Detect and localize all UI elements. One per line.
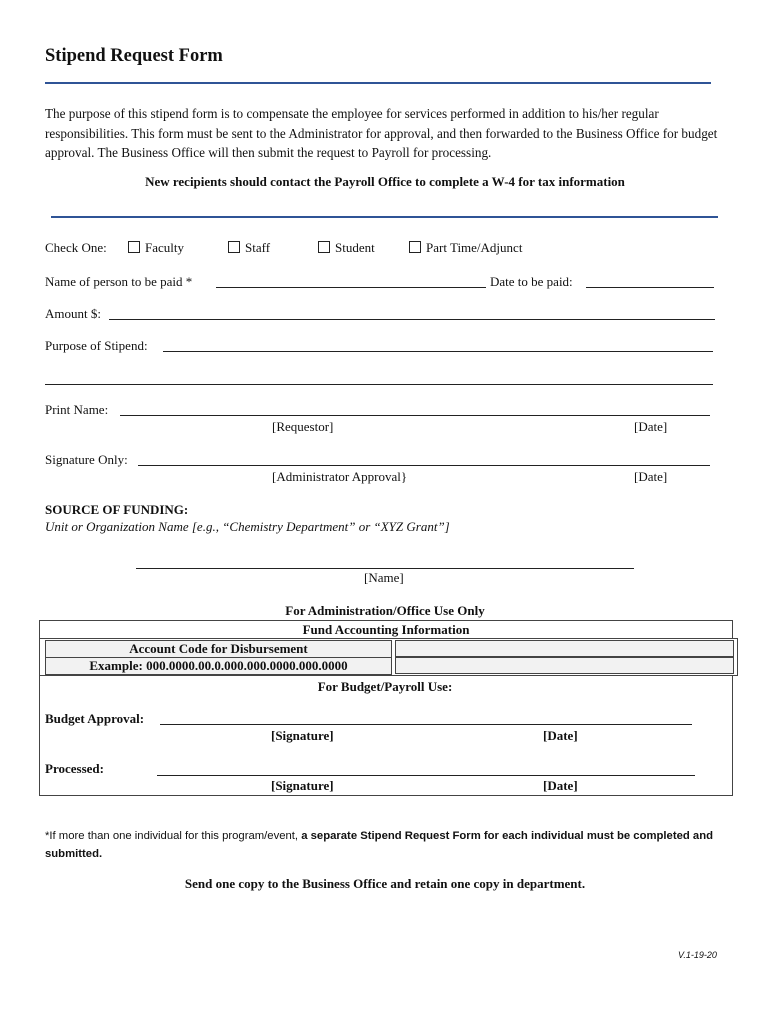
account-example: Example: 000.0000.00.0.000.000.0000.000.0000 xyxy=(89,658,348,673)
multiple-individuals-note xyxy=(45,827,715,863)
name-to-be-paid-field[interactable] xyxy=(216,287,486,288)
form-title: Stipend Request Form xyxy=(45,46,223,66)
w4-notice: New recipients should contact the Payroll Office to complete a W-4 for tax information xyxy=(145,174,625,189)
amount-label: Amount $: xyxy=(45,306,101,321)
account-code-input[interactable] xyxy=(395,640,734,657)
account-code-label-cell xyxy=(45,640,392,658)
requestor-date-caption: [Date] xyxy=(634,419,668,434)
budget-signature-caption: [Signature] xyxy=(271,728,334,743)
purpose-label: Purpose of Stipend: xyxy=(45,338,148,353)
budget-approval-field[interactable] xyxy=(160,724,692,725)
budget-payroll-heading: For Budget/Payroll Use: xyxy=(317,679,453,694)
title-divider xyxy=(45,82,711,84)
signature-only-label: Signature Only: xyxy=(45,452,128,467)
checkbox-icon xyxy=(409,241,421,253)
requestor-caption: [Requestor] xyxy=(272,419,334,434)
account-code-label: Account Code for Disbursement xyxy=(129,641,308,656)
print-name-label: Print Name: xyxy=(45,402,109,417)
funding-subheading: Unit or Organization Name [e.g., “Chemistry Department” or “XYZ Grant”] xyxy=(45,519,450,534)
budget-approval-label: Budget Approval: xyxy=(45,711,145,726)
fund-accounting-label: Fund Accounting Information xyxy=(302,622,470,637)
purpose-field[interactable] xyxy=(163,351,713,352)
office-use-heading: For Administration/Office Use Only xyxy=(285,603,485,618)
checkbox-part-time-adjunct[interactable] xyxy=(409,240,522,256)
check-one-label: Check One: xyxy=(45,240,107,255)
date-to-be-paid-field[interactable] xyxy=(586,287,714,288)
account-example-cell xyxy=(45,657,392,675)
checkbox-faculty[interactable] xyxy=(128,240,184,256)
admin-approval-caption: [Administrator Approval} xyxy=(272,469,408,484)
note-bold-text: a separate Stipend Request Form for each individual must be completed and submitted. xyxy=(45,830,713,860)
version-label: V.1-19-20 xyxy=(678,950,717,960)
name-to-be-paid-label: Name of person to be paid * xyxy=(45,274,193,289)
checkbox-icon xyxy=(318,241,330,253)
funding-name-field[interactable] xyxy=(136,568,634,569)
checkbox-label: Staff xyxy=(245,240,271,255)
amount-field[interactable] xyxy=(109,319,715,320)
date-to-be-paid-label: Date to be paid: xyxy=(490,274,573,289)
purpose-field-continued[interactable] xyxy=(45,384,713,385)
checkbox-label: Student xyxy=(335,240,375,255)
processed-signature-caption: [Signature] xyxy=(271,778,334,793)
intro-paragraph: The purpose of this stipend form is to compensate the employee for services performed in addition to his/her regular responsibilities. This form must be sent to the Administrator for approval, and then forwarded to the Business Office for budget approval. The Business Office will then submit the request to Payroll for processing. xyxy=(45,106,718,160)
account-code-input-2[interactable] xyxy=(395,657,734,674)
note-plain-text: *If more than one individual for this program/event, xyxy=(45,830,302,842)
signature-only-field[interactable] xyxy=(138,465,710,466)
checkbox-icon xyxy=(128,241,140,253)
checkbox-student[interactable] xyxy=(318,240,375,256)
checkbox-staff[interactable] xyxy=(228,240,270,256)
checkbox-icon xyxy=(228,241,240,253)
source-of-funding-heading: SOURCE OF FUNDING: xyxy=(45,502,189,517)
processed-field[interactable] xyxy=(157,775,695,776)
print-name-field[interactable] xyxy=(120,415,710,416)
checkbox-label: Part Time/Adjunct xyxy=(426,240,523,255)
processed-date-caption: [Date] xyxy=(543,778,578,793)
checkbox-label: Faculty xyxy=(145,240,184,255)
send-copy-instruction: Send one copy to the Business Office and retain one copy in department. xyxy=(184,876,586,891)
admin-date-caption: [Date] xyxy=(634,469,668,484)
processed-label: Processed: xyxy=(45,761,104,776)
budget-date-caption: [Date] xyxy=(543,728,578,743)
funding-name-caption: [Name] xyxy=(364,570,404,585)
section-divider xyxy=(51,216,718,218)
fund-accounting-header xyxy=(39,620,733,639)
